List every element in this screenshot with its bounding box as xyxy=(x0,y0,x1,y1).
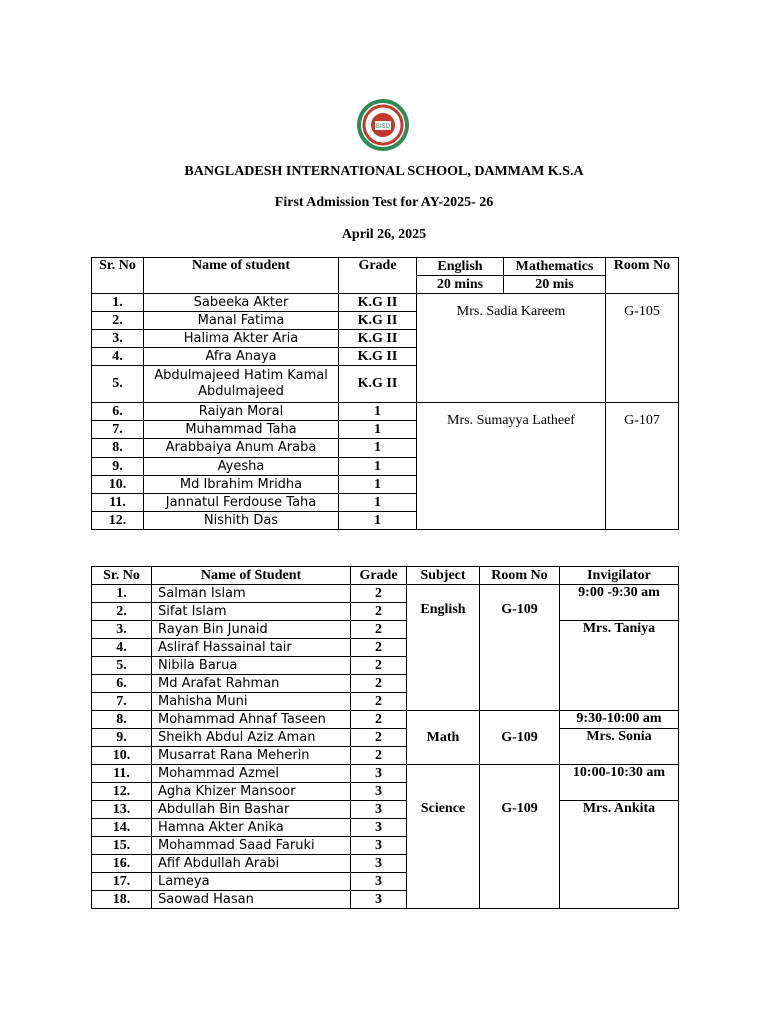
grade-cell: K.G II xyxy=(339,312,417,330)
student-name-cell: Nibila Barua xyxy=(152,657,351,675)
grade-cell: 2 xyxy=(351,585,407,603)
student-name-cell: Raiyan Moral xyxy=(144,403,339,421)
sr-no-cell: 13. xyxy=(92,801,152,819)
sr-no-cell: 5. xyxy=(92,657,152,675)
table-row xyxy=(92,711,679,729)
table-row xyxy=(92,294,679,312)
sr-no-cell: 10. xyxy=(92,476,144,494)
grade-cell: 1 xyxy=(339,421,417,439)
invigilator-cell: Mrs. Taniya xyxy=(560,621,679,711)
sr-no-cell: 9. xyxy=(92,729,152,747)
header-math-duration: 20 mis xyxy=(504,276,606,294)
student-name-cell: Mahisha Muni xyxy=(152,693,351,711)
student-name-cell: Manal Fatima xyxy=(144,312,339,330)
student-name-cell: Lameya xyxy=(152,873,351,891)
grade-cell: 2 xyxy=(351,621,407,639)
header-grade: Grade xyxy=(351,567,407,585)
invigilator-cell: Mrs. Sumayya Latheef xyxy=(417,403,606,530)
grade-cell: 2 xyxy=(351,729,407,747)
logo-text: BISD xyxy=(375,123,391,130)
room-cell: G-109 xyxy=(480,711,560,765)
header-mathematics: Mathematics xyxy=(504,258,606,276)
student-name-cell: Md Ibrahim Mridha xyxy=(144,476,339,494)
sr-no-cell: 17. xyxy=(92,873,152,891)
subject-cell: Science xyxy=(407,765,480,909)
sr-no-cell: 11. xyxy=(92,494,144,512)
sr-no-cell: 9. xyxy=(92,458,144,476)
student-name-cell: Sheikh Abdul Aziz Aman xyxy=(152,729,351,747)
grade-cell: 1 xyxy=(339,403,417,421)
exam-time-cell: 9:30-10:00 am xyxy=(560,711,679,729)
grade-cell: 2 xyxy=(351,675,407,693)
grade-cell: K.G II xyxy=(339,366,417,403)
header-grade: Grade xyxy=(339,258,417,294)
header-sr-no: Sr. No xyxy=(92,567,152,585)
grade-cell: 2 xyxy=(351,747,407,765)
student-name-cell: Hamna Akter Anika xyxy=(152,819,351,837)
grade-cell: 3 xyxy=(351,837,407,855)
grade-cell: 2 xyxy=(351,603,407,621)
sr-no-cell: 8. xyxy=(92,711,152,729)
table-row xyxy=(92,585,679,603)
sr-no-cell: 10. xyxy=(92,747,152,765)
grade-cell: 2 xyxy=(351,657,407,675)
student-name-cell: Afra Anaya xyxy=(144,348,339,366)
room-cell: G-107 xyxy=(606,403,679,530)
grade-cell: 1 xyxy=(339,494,417,512)
sr-no-cell: 12. xyxy=(92,512,144,530)
grade-cell: 3 xyxy=(351,801,407,819)
subject-cell: Math xyxy=(407,711,480,765)
student-name-cell: Rayan Bin Junaid xyxy=(152,621,351,639)
student-name-cell: Sabeeka Akter xyxy=(144,294,339,312)
grade2-3-table xyxy=(91,566,679,909)
student-name-cell: Ayesha xyxy=(144,458,339,476)
test-date: April 26, 2025 xyxy=(341,227,427,242)
header-room-no: Room No xyxy=(480,567,560,585)
grade-cell: 3 xyxy=(351,783,407,801)
student-name-cell: Mohammad Azmel xyxy=(152,765,351,783)
grade-cell: 2 xyxy=(351,693,407,711)
grade-cell: 1 xyxy=(339,458,417,476)
student-name-cell: Nishith Das xyxy=(144,512,339,530)
student-name-cell: Abdulmajeed Hatim Kamal Abdulmajeed xyxy=(144,366,339,403)
grade-cell: 1 xyxy=(339,439,417,458)
student-name-cell: Muhammad Taha xyxy=(144,421,339,439)
subject-cell: English xyxy=(407,585,480,711)
sr-no-cell: 1. xyxy=(92,585,152,603)
sr-no-cell: 5. xyxy=(92,366,144,403)
room-cell: G-105 xyxy=(606,294,679,403)
student-name-cell: Musarrat Rana Meherin xyxy=(152,747,351,765)
sr-no-cell: 14. xyxy=(92,819,152,837)
sr-no-cell: 6. xyxy=(92,403,144,421)
school-title: BANGLADESH INTERNATIONAL SCHOOL, DAMMAM K.S.A xyxy=(184,164,584,179)
invigilator-cell: Mrs. Ankita xyxy=(560,801,679,909)
header-subject: Subject xyxy=(407,567,480,585)
grade-cell: 3 xyxy=(351,873,407,891)
header-name: Name of student xyxy=(144,258,339,294)
grade-cell: 1 xyxy=(339,476,417,494)
sr-no-cell: 7. xyxy=(92,421,144,439)
sr-no-cell: 15. xyxy=(92,837,152,855)
sr-no-cell: 16. xyxy=(92,855,152,873)
student-name-cell: Saowad Hasan xyxy=(152,891,351,909)
grade-cell: 1 xyxy=(339,512,417,530)
header-room-no: Room No xyxy=(606,258,679,294)
sr-no-cell: 8. xyxy=(92,439,144,458)
table-row xyxy=(92,621,679,639)
sr-no-cell: 18. xyxy=(92,891,152,909)
header-sr-no: Sr. No xyxy=(92,258,144,294)
student-name-cell: Afif Abdullah Arabi xyxy=(152,855,351,873)
grade-cell: K.G II xyxy=(339,330,417,348)
student-name-cell: Mohammad Ahnaf Taseen xyxy=(152,711,351,729)
student-name-cell: Agha Khizer Mansoor xyxy=(152,783,351,801)
grade-cell: 2 xyxy=(351,711,407,729)
header-english-duration: 20 mins xyxy=(417,276,504,294)
sr-no-cell: 11. xyxy=(92,765,152,783)
kg-grade1-table xyxy=(91,257,679,530)
student-name-cell: Asliraf Hassainal tair xyxy=(152,639,351,657)
sr-no-cell: 2. xyxy=(92,603,152,621)
sr-no-cell: 7. xyxy=(92,693,152,711)
student-name-cell: Halima Akter Aria xyxy=(144,330,339,348)
table-row xyxy=(92,729,679,747)
table-row xyxy=(92,765,679,783)
exam-time-cell: 9:00 -9:30 am xyxy=(560,585,679,621)
test-title: First Admission Test for AY-2025- 26 xyxy=(274,195,494,210)
grade-cell: 3 xyxy=(351,855,407,873)
sr-no-cell: 4. xyxy=(92,348,144,366)
student-name-cell: Mohammad Saad Faruki xyxy=(152,837,351,855)
exam-time-cell: 10:00-10:30 am xyxy=(560,765,679,801)
student-name-cell: Arabbaiya Anum Araba xyxy=(144,439,339,458)
student-name-cell: Jannatul Ferdouse Taha xyxy=(144,494,339,512)
grade-cell: K.G II xyxy=(339,348,417,366)
student-name-cell: Sifat Islam xyxy=(152,603,351,621)
grade-cell: 3 xyxy=(351,891,407,909)
grade-cell: 3 xyxy=(351,819,407,837)
sr-no-cell: 3. xyxy=(92,621,152,639)
student-name-cell: Md Arafat Rahman xyxy=(152,675,351,693)
grade-cell: K.G II xyxy=(339,294,417,312)
sr-no-cell: 3. xyxy=(92,330,144,348)
grade-cell: 3 xyxy=(351,765,407,783)
header-invigilator: Invigilator xyxy=(560,567,679,585)
sr-no-cell: 12. xyxy=(92,783,152,801)
table-row xyxy=(92,801,679,819)
header-english: English xyxy=(417,258,504,276)
student-name-cell: Salman Islam xyxy=(152,585,351,603)
school-logo-icon xyxy=(356,98,410,152)
room-cell: G-109 xyxy=(480,765,560,909)
sr-no-cell: 1. xyxy=(92,294,144,312)
sr-no-cell: 2. xyxy=(92,312,144,330)
header-name: Name of Student xyxy=(152,567,351,585)
student-name-cell: Abdullah Bin Bashar xyxy=(152,801,351,819)
room-cell: G-109 xyxy=(480,585,560,711)
table-row xyxy=(92,403,679,421)
invigilator-cell: Mrs. Sonia xyxy=(560,729,679,765)
sr-no-cell: 4. xyxy=(92,639,152,657)
invigilator-cell: Mrs. Sadia Kareem xyxy=(417,294,606,403)
grade-cell: 2 xyxy=(351,639,407,657)
sr-no-cell: 6. xyxy=(92,675,152,693)
